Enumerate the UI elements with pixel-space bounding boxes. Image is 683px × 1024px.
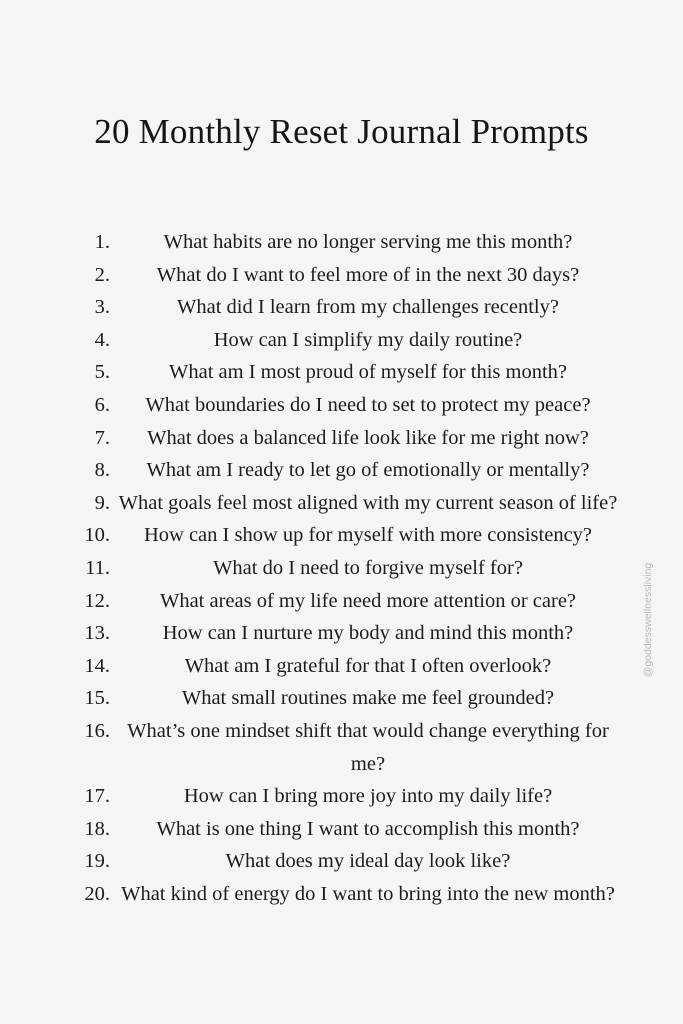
item-text: What small routines make me feel grounded? (181, 687, 555, 710)
item-number: 10. (84, 524, 110, 547)
list-item (64, 356, 624, 389)
list-item (64, 519, 624, 552)
item-number: 5. (94, 361, 110, 384)
page-title: 20 Monthly Reset Journal Prompts (94, 112, 589, 151)
item-text: What am I ready to let go of emotionally or mentally? (146, 459, 590, 482)
item-text: What did I learn from my challenges recently? (177, 296, 559, 319)
item-number: 6. (94, 393, 110, 416)
list-item (64, 552, 624, 585)
item-number: 9. (94, 491, 110, 514)
item-number: 18. (84, 817, 110, 840)
list-item (64, 813, 624, 846)
item-number: 3. (94, 296, 110, 319)
list-item (64, 715, 624, 780)
item-number: 17. (84, 785, 110, 808)
item-text: What do I need to forgive myself for? (213, 556, 523, 579)
item-number: 1. (94, 231, 110, 253)
item-text: What do I want to feel more of in the next 30 days? (156, 263, 580, 286)
item-number: 14. (84, 654, 110, 677)
item-text: How can I nurture my body and mind this month? (162, 622, 574, 645)
list-item (64, 389, 624, 422)
prompt-list (64, 226, 624, 910)
item-number: 12. (84, 589, 110, 612)
item-number: 11. (85, 556, 110, 579)
list-item (64, 487, 624, 520)
item-number: 8. (94, 459, 110, 482)
list-item (64, 291, 624, 324)
item-text: How can I simplify my daily routine? (213, 328, 523, 351)
item-number: 20. (84, 882, 110, 905)
list-item (64, 226, 624, 259)
list-item (64, 878, 624, 911)
item-number: 2. (94, 263, 110, 286)
list-item (64, 259, 624, 292)
item-text: What areas of my life need more attention or care? (159, 589, 577, 612)
list-item (64, 682, 624, 715)
item-number: 7. (94, 426, 110, 449)
list-item (64, 617, 624, 650)
item-text: What goals feel most aligned with my current season of life? (118, 491, 618, 514)
list-item (64, 650, 624, 683)
item-number: 13. (84, 622, 110, 645)
item-text: What am I grateful for that I often overlook? (184, 654, 552, 677)
item-number: 16. (84, 719, 110, 742)
item-text: What habits are no longer serving me this month? (163, 231, 573, 253)
list-item (64, 422, 624, 455)
list-item (64, 585, 624, 618)
list-item (64, 454, 624, 487)
item-text: What is one thing I want to accomplish this month? (156, 817, 580, 840)
watermark-handle: @goddesswellnessliving (642, 562, 654, 678)
item-text: What’s one mindset shift that would change everything for me? (127, 719, 609, 775)
item-text: What does my ideal day look like? (225, 850, 511, 873)
item-text: What boundaries do I need to set to protect my peace? (145, 393, 591, 416)
item-number: 4. (94, 328, 110, 351)
item-text: What does a balanced life look like for me right now? (147, 426, 589, 449)
list-item (64, 324, 624, 357)
item-text: What kind of energy do I want to bring into the new month? (121, 882, 615, 905)
list-item (64, 780, 624, 813)
item-text: What am I most proud of myself for this month? (169, 361, 567, 384)
list-item (64, 845, 624, 878)
item-text: How can I bring more joy into my daily life? (183, 785, 553, 808)
item-number: 19. (84, 850, 110, 873)
item-text: How can I show up for myself with more consistency? (143, 524, 593, 547)
item-number: 15. (84, 687, 110, 710)
